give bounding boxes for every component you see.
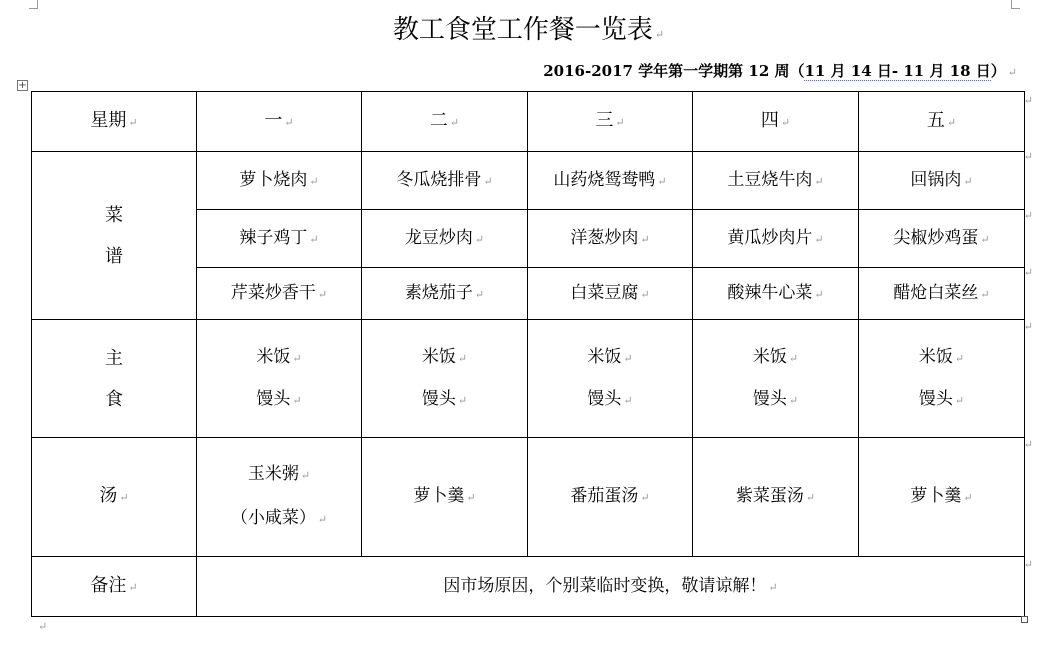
dish-cell[interactable]: 回锅肉 ↵: [859, 152, 1025, 210]
menu-table: [31, 91, 1025, 617]
row-end-mark: ↵: [1023, 150, 1033, 163]
soup-cell[interactable]: 番茄蛋汤 ↵: [528, 438, 693, 557]
staple-cell[interactable]: 米饭 ↵ 馒头 ↵: [693, 320, 859, 438]
soup-label-cell[interactable]: 汤 ↵: [32, 438, 197, 557]
soup-cell[interactable]: 紫菜蛋汤 ↵: [693, 438, 859, 557]
weekday-label-cell[interactable]: 星期 ↵: [32, 92, 197, 152]
menu-label-cell[interactable]: 菜 谱: [32, 152, 197, 320]
dish-cell[interactable]: 醋炝白菜丝 ↵: [859, 268, 1025, 320]
dish-cell[interactable]: 萝卜烧肉 ↵: [197, 152, 362, 210]
dish-cell[interactable]: 黄瓜炒肉片 ↵: [693, 210, 859, 268]
dish-cell[interactable]: 芹菜炒香干 ↵: [197, 268, 362, 320]
paragraph-mark-icon: ↵: [1007, 66, 1017, 79]
row-end-mark: ↵: [1023, 266, 1033, 279]
crop-mark-top-left-v: [37, 0, 38, 8]
crop-mark-top-right-h: [1011, 8, 1020, 9]
paragraph-mark-icon: ↵: [38, 620, 48, 633]
row-end-mark: ↵: [1023, 320, 1033, 333]
subtitle-suffix: ）: [990, 62, 1006, 80]
soup-cell[interactable]: 萝卜羹 ↵: [859, 438, 1025, 557]
menu-row: [32, 152, 1025, 210]
staple-cell[interactable]: 米饭 ↵ 馒头 ↵: [362, 320, 528, 438]
move-handle-icon[interactable]: +: [18, 80, 27, 91]
staple-label-cell[interactable]: 主 食: [32, 320, 197, 438]
soup-cell[interactable]: 萝卜羹 ↵: [362, 438, 528, 557]
weekday-cell[interactable]: 一 ↵: [197, 92, 362, 152]
staple-cell[interactable]: 米饭 ↵ 馒头 ↵: [859, 320, 1025, 438]
soup-cell[interactable]: 玉米粥 ↵ （小咸菜） ↵: [197, 438, 362, 557]
row-end-mark: ↵: [1023, 558, 1033, 571]
subtitle-dates: 11 月 14 日- 11 月 18 日: [804, 62, 991, 80]
note-label-cell[interactable]: 备注 ↵: [32, 557, 197, 617]
paragraph-mark-icon: ↵: [654, 28, 665, 41]
row-end-mark: ↵: [1023, 438, 1033, 451]
soup-row: [32, 438, 1025, 557]
table-resize-handle[interactable]: [1021, 616, 1028, 623]
dish-cell[interactable]: 素烧茄子 ↵: [362, 268, 528, 320]
dish-cell[interactable]: 龙豆炒肉 ↵: [362, 210, 528, 268]
page-title: 教工食堂工作餐一览表 ↵: [392, 15, 665, 45]
dish-cell[interactable]: 冬瓜烧排骨 ↵: [362, 152, 528, 210]
dish-cell[interactable]: 尖椒炒鸡蛋 ↵: [859, 210, 1025, 268]
crop-mark-top-left-h: [29, 8, 38, 9]
row-end-mark: ↵: [1023, 209, 1033, 222]
row-end-mark: ↵: [1023, 94, 1033, 107]
header-row: [32, 92, 1025, 152]
weekday-cell[interactable]: 四 ↵: [693, 92, 859, 152]
week-subtitle: [543, 60, 1017, 82]
dish-cell[interactable]: 辣子鸡丁 ↵: [197, 210, 362, 268]
note-text-cell[interactable]: 因市场原因，个别菜临时变换，敬请谅解！ ↵: [197, 557, 1025, 617]
weekday-cell[interactable]: 二 ↵: [362, 92, 528, 152]
weekday-cell[interactable]: 三 ↵: [528, 92, 693, 152]
dish-cell[interactable]: 酸辣牛心菜 ↵: [693, 268, 859, 320]
dish-cell[interactable]: 土豆烧牛肉 ↵: [693, 152, 859, 210]
note-row: [32, 557, 1025, 617]
dish-cell[interactable]: 山药烧鸳鸯鸭 ↵: [528, 152, 693, 210]
dish-cell[interactable]: 洋葱炒肉 ↵: [528, 210, 693, 268]
staple-cell[interactable]: 米饭 ↵ 馒头 ↵: [197, 320, 362, 438]
staple-cell[interactable]: 米饭 ↵ 馒头 ↵: [528, 320, 693, 438]
crop-mark-top-right-v: [1011, 0, 1012, 8]
weekday-cell[interactable]: 五 ↵: [859, 92, 1025, 152]
staple-row: [32, 320, 1025, 438]
subtitle-prefix: 2016-2017 学年第一学期第 12 周（: [543, 62, 805, 80]
dish-cell[interactable]: 白菜豆腐 ↵: [528, 268, 693, 320]
